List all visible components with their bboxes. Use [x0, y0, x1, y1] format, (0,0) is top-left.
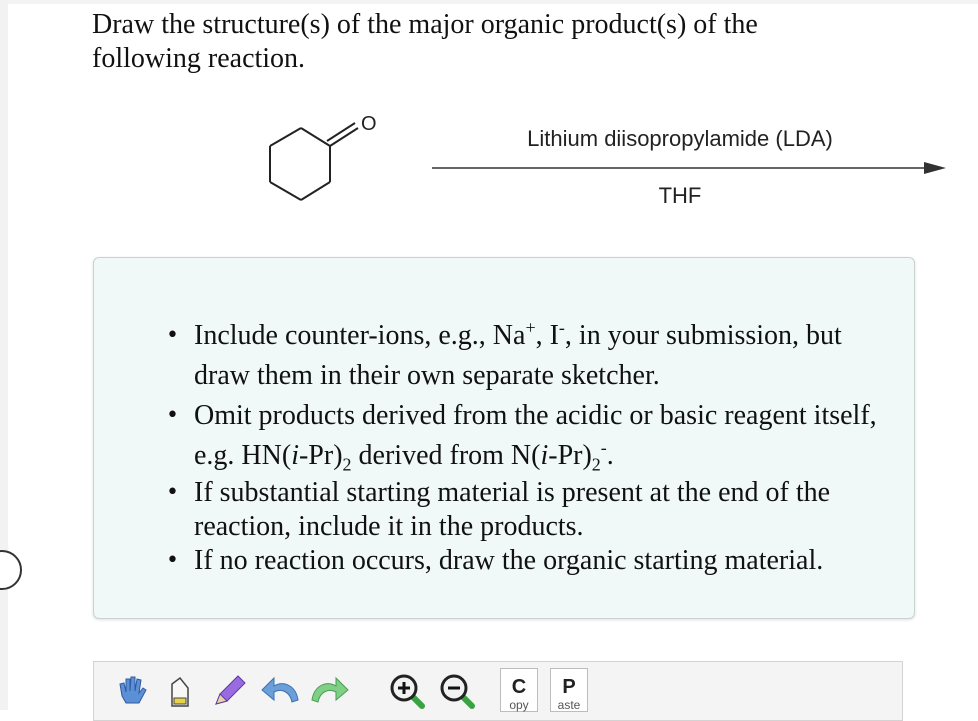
reaction-scheme	[250, 100, 970, 230]
zoom-in-button[interactable]	[388, 670, 426, 712]
zoom-out-button[interactable]	[438, 670, 476, 712]
top-strip	[8, 0, 978, 4]
pencil-tool-button[interactable]	[208, 670, 246, 712]
undo-icon	[258, 670, 302, 712]
instructions-box	[93, 257, 915, 619]
ring-bond	[270, 182, 301, 200]
instruction-item: • Include counter-ions, e.g., Na+, I-, in your submission, but draw them in their own separate sketcher.	[194, 316, 894, 396]
instruction-item: • If substantial starting material is present at the end of the reaction, include it in the products.	[194, 476, 894, 544]
reaction-arrow	[432, 158, 947, 178]
eraser-icon	[160, 670, 198, 712]
instruction-item: • If no reaction occurs, draw the organic starting material.	[194, 544, 894, 578]
oxygen-atom-label: O	[361, 113, 377, 135]
redo-button[interactable]	[308, 670, 346, 712]
zoom-in-icon	[388, 670, 428, 712]
paste-label: aste	[557, 698, 581, 712]
copy-button[interactable]	[500, 668, 538, 712]
side-toggle-button[interactable]	[0, 550, 22, 590]
ring-bond	[270, 128, 301, 146]
question-text	[92, 8, 852, 76]
zoom-out-icon	[438, 670, 478, 712]
hand-tool-button[interactable]	[112, 670, 150, 712]
redo-icon	[308, 670, 352, 712]
hand-icon	[112, 670, 150, 712]
ring-bond	[301, 182, 330, 200]
undo-button[interactable]	[258, 670, 296, 712]
left-rail	[0, 0, 8, 710]
copy-label: opy	[509, 698, 529, 712]
cyclohexanone-structure	[250, 100, 390, 210]
paste-letter: P	[562, 676, 576, 698]
reagent-label: Lithium diisopropylamide (LDA)	[527, 126, 833, 151]
copy-letter: C	[511, 676, 527, 698]
eraser-tool-button[interactable]	[160, 670, 198, 712]
question-line-1: Draw the structure(s) of the major organic product(s) of the	[92, 9, 758, 40]
pencil-icon	[208, 670, 250, 712]
sketcher-toolbar	[93, 661, 903, 721]
solvent-label: THF	[658, 183, 702, 208]
instructions-list	[194, 316, 894, 578]
paste-button[interactable]	[550, 668, 588, 712]
ring-bond	[301, 128, 330, 146]
question-line-2: following reaction.	[92, 43, 306, 74]
instruction-item: • Omit products derived from the acidic or basic reagent itself, e.g. $HN(i-Pr)_2$ derived from $N(i-Pr)_2^-$.	[194, 396, 894, 476]
